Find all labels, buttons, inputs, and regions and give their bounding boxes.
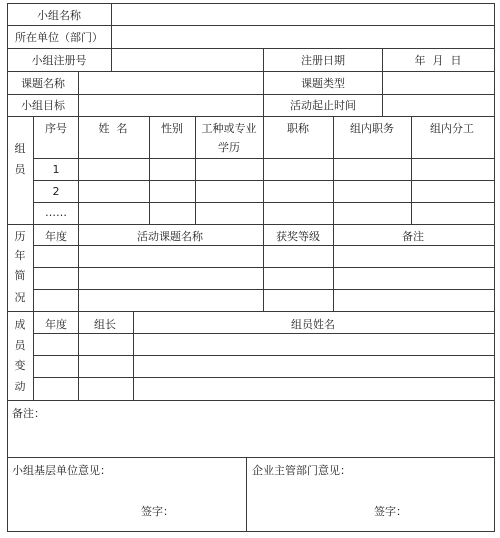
rule	[333, 224, 334, 311]
rule	[33, 377, 495, 378]
reg-date-value: 年 月 日	[414, 54, 462, 67]
remark-label: 备注：	[12, 407, 45, 420]
rule	[33, 202, 495, 203]
goal-label: 小组目标	[21, 99, 65, 112]
rule	[7, 25, 495, 26]
history-section-label: 年	[14, 249, 26, 262]
rule	[7, 457, 495, 458]
members-section-label: 员	[14, 163, 26, 176]
reg-date-label: 注册日期	[301, 54, 345, 67]
group-name-label: 小组名称	[37, 9, 81, 22]
rule	[263, 116, 264, 224]
history-section-label: 简	[14, 269, 26, 282]
rule	[411, 116, 412, 224]
dept-opinion-label: 企业主管部门意见：	[252, 464, 351, 477]
rule	[333, 116, 334, 224]
period-label: 活动起止时间	[290, 99, 356, 112]
rule	[7, 94, 495, 95]
rule	[263, 224, 264, 311]
rule	[263, 71, 264, 116]
change-section-label: 成	[14, 318, 26, 331]
header-name: 姓 名	[98, 122, 128, 135]
rule	[33, 333, 495, 334]
header-education: 学历	[218, 141, 240, 154]
rule	[33, 116, 34, 401]
rule	[78, 71, 79, 116]
unit-label: 所在单位（部门）	[15, 31, 103, 44]
base-opinion-label: 小组基层单位意见：	[12, 464, 111, 477]
rule	[33, 180, 495, 181]
rule	[133, 311, 134, 400]
history-section-label: 历	[14, 230, 26, 243]
header-role: 组内分工	[430, 122, 474, 135]
member-row-seq: 1	[52, 163, 60, 176]
header-gender: 性别	[161, 122, 183, 135]
header-trade: 工种或专业	[201, 122, 257, 135]
change-section-label: 变	[14, 359, 26, 372]
members-section-label: 组	[14, 142, 26, 155]
rule	[246, 457, 247, 532]
rule	[33, 267, 495, 268]
rule	[7, 48, 495, 49]
change-header-members: 组员姓名	[291, 318, 335, 331]
rule	[33, 355, 495, 356]
rule	[33, 289, 495, 290]
change-section-label: 动	[14, 380, 26, 393]
topic-name-label: 课题名称	[21, 77, 65, 90]
base-sign-label: 签字：	[141, 505, 174, 518]
change-section-label: 员	[14, 339, 26, 352]
rule	[382, 48, 383, 71]
rule	[7, 224, 495, 225]
rule	[33, 245, 495, 246]
rule	[7, 71, 495, 72]
change-header-leader: 组长	[94, 318, 116, 331]
history-header-note: 备注	[402, 230, 424, 243]
history-header-year: 年度	[45, 230, 67, 243]
header-title: 职称	[287, 122, 309, 135]
member-row-seq: ……	[45, 206, 67, 219]
header-position: 组内职务	[350, 122, 394, 135]
history-header-award: 获奖等级	[276, 230, 320, 243]
history-header-topic: 活动课题名称	[137, 230, 203, 243]
rule	[78, 224, 79, 311]
topic-type-label: 课题类型	[301, 77, 345, 90]
change-header-year: 年度	[45, 318, 67, 331]
border-top	[7, 3, 495, 4]
rule	[7, 311, 495, 312]
border-bottom	[7, 531, 495, 532]
rule	[78, 116, 79, 224]
member-row-seq: 2	[52, 185, 60, 198]
history-section-label: 况	[14, 291, 26, 304]
rule	[149, 116, 150, 224]
rule	[7, 116, 495, 117]
reg-no-label: 小组注册号	[31, 54, 87, 67]
header-seq: 序号	[45, 122, 67, 135]
rule	[195, 116, 196, 224]
rule	[382, 71, 383, 116]
rule	[7, 400, 495, 401]
border-left	[7, 3, 8, 532]
rule	[111, 3, 112, 71]
rule	[33, 158, 495, 159]
rule	[78, 311, 79, 400]
rule	[263, 48, 264, 71]
dept-sign-label: 签字：	[374, 505, 407, 518]
